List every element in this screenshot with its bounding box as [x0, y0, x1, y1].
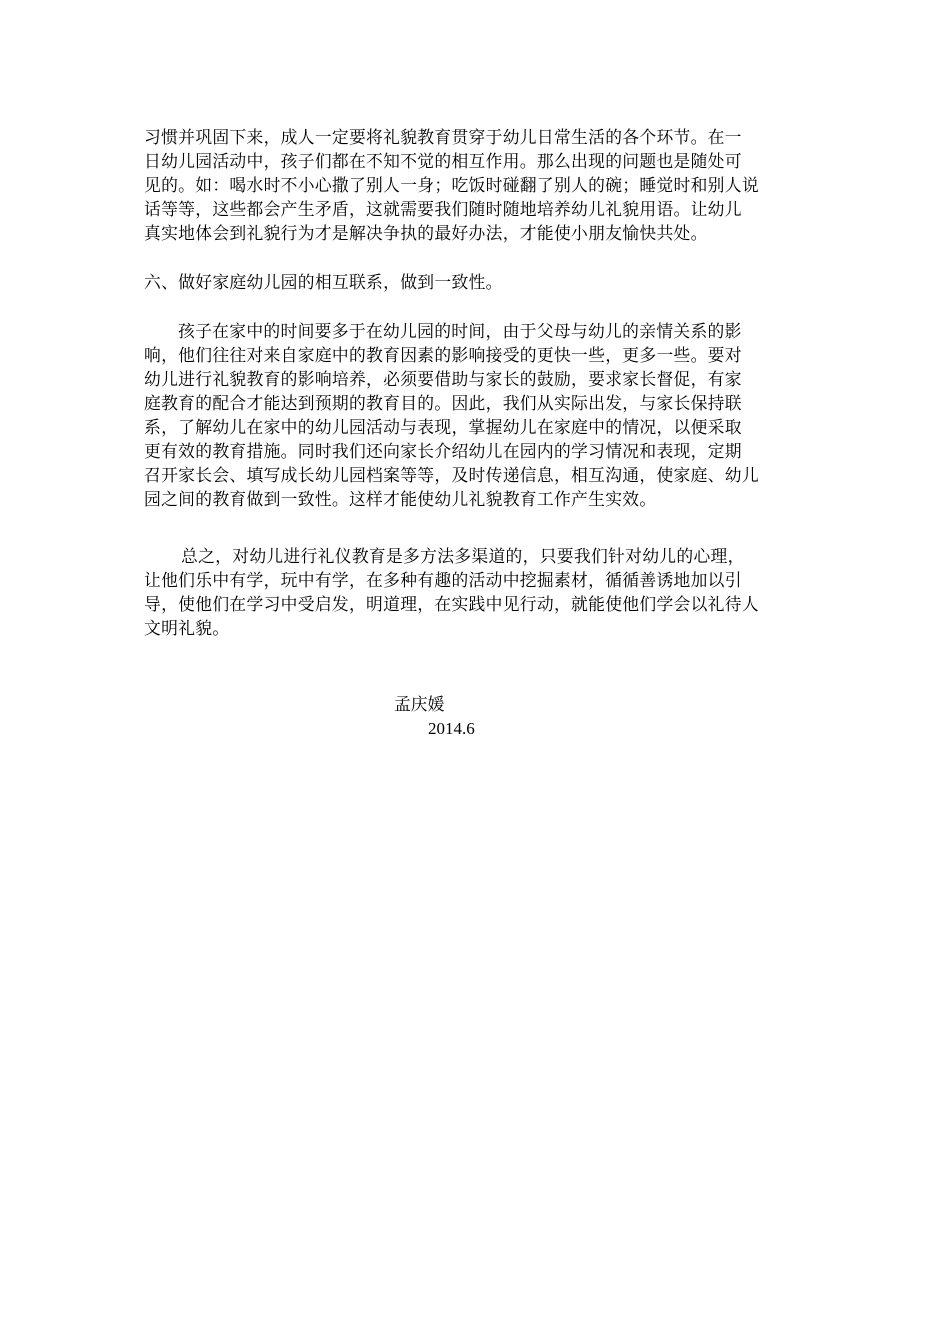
signature-date: 2014.6: [428, 719, 475, 738]
paragraph-3-line-1: 总之，对幼儿进行礼仪教育是多方法多渠道的，只要我们针对幼儿的心理，: [181, 546, 745, 566]
section-heading-6: 六、做好家庭幼儿园的相互联系，做到一致性。: [144, 272, 503, 292]
paragraph-2-line-2: 响，他们往往对来自家庭中的教育因素的影响接受的更快一些，更多一些。要对: [144, 345, 742, 365]
paragraph-2-line-5: 系，了解幼儿在家中的幼儿园活动与表现，掌握幼儿在家庭中的情况，以便采取: [144, 417, 742, 437]
paragraph-2-line-6: 更有效的教育措施。同时我们还向家长介绍幼儿在园内的学习情况和表现，定期: [144, 441, 742, 461]
paragraph-1-line-4: 话等等，这些都会产生矛盾，这就需要我们随时随地培养幼儿礼貌用语。让幼儿: [144, 199, 742, 219]
paragraph-3-line-3: 导，使他们在学习中受启发，明道理，在实践中见行动，就能使他们学会以礼待人: [144, 594, 759, 614]
paragraph-2-line-1: 孩子在家中的时间要多于在幼儿园的时间，由于父母与幼儿的亲情关系的影: [178, 321, 742, 341]
paragraph-3-line-2: 让他们乐中有学，玩中有学，在多种有趣的活动中挖掘素材，循循善诱地加以引: [144, 570, 742, 590]
paragraph-3-line-4: 文明礼貌。: [144, 618, 230, 638]
paragraph-1-line-2: 日幼儿园活动中，孩子们都在不知不觉的相互作用。那么出现的问题也是随处可: [144, 151, 742, 171]
paragraph-1-line-3: 见的。如：喝水时不小心撒了别人一身；吃饭时碰翻了别人的碗；睡觉时和别人说: [144, 175, 759, 195]
paragraph-2-line-3: 幼儿进行礼貌教育的影响培养，必须要借助与家长的鼓励，要求家长督促，有家: [144, 369, 742, 389]
paragraph-2-line-4: 庭教育的配合才能达到预期的教育目的。因此，我们从实际出发，与家长保持联: [144, 393, 742, 413]
paragraph-1-line-5: 真实地体会到礼貌行为才是解决争执的最好办法，才能使小朋友愉快共处。: [144, 223, 708, 243]
paragraph-2-line-7: 召开家长会、填写成长幼儿园档案等等，及时传递信息，相互沟通，使家庭、幼儿: [144, 465, 759, 485]
paragraph-2-line-8: 园之间的教育做到一致性。这样才能使幼儿礼貌教育工作产生实效。: [144, 489, 657, 509]
paragraph-1-line-1: 习惯并巩固下来，成人一定要将礼貌教育贯穿于幼儿日常生活的各个环节。在一: [144, 127, 742, 147]
signature-author: 孟庆媛: [394, 694, 445, 714]
